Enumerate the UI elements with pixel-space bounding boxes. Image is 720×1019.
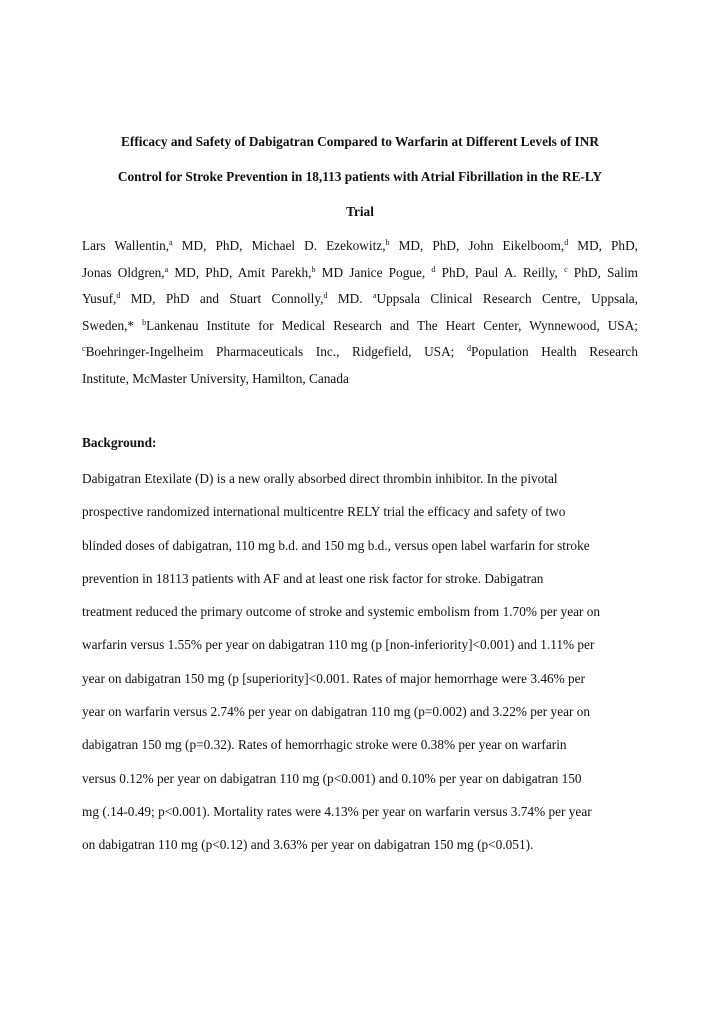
author-line-6: Institute, McMaster University, Hamilton, Canada xyxy=(82,370,349,386)
body-line: mg (.14-0.49; p<0.001). Mortality rates were 4.13% per year on warfarin versus 3.74% per year xyxy=(82,803,592,819)
title-line-3: Trial xyxy=(346,204,374,219)
author-line-1: Lars Wallentin,$^a$ MD, PhD, Michael D. Ezekowitz,$^b$ MD, PhD, John Eikelboom,$^d$ MD, PhD, xyxy=(82,238,638,253)
author-affiliations xyxy=(82,233,638,392)
title-line-2: Control for Stroke Prevention in 18,113 patients with Atrial Fibrillation in the RE-LY xyxy=(117,169,603,184)
section-heading: Background: xyxy=(82,435,157,450)
body-line: dabigatran 150 mg (p=0.32). Rates of hemorrhagic stroke were 0.38% per year on warfarin xyxy=(82,737,567,753)
body-line: versus 0.12% per year on dabigatran 110 mg (p<0.001) and 0.10% per year on dabigatran 150 xyxy=(82,770,582,786)
body-line: warfarin versus 1.55% per year on dabigatran 110 mg (p [non-inferiority]<0.001) and 1.11% per xyxy=(82,637,595,653)
body-paragraph xyxy=(82,462,642,862)
body-line: year on dabigatran 150 mg (p [superiority]<0.001. Rates of major hemorrhage were 3.46% per xyxy=(82,670,586,686)
body-line: on dabigatran 110 mg (p<0.12) and 3.63% per year on dabigatran 150 mg (p<0.051). xyxy=(82,837,534,853)
body-line: prospective randomized international multicentre RELY trial the efficacy and safety of two xyxy=(82,504,566,520)
author-line-2: Jonas Oldgren,$^a$ MD, PhD, Amit Parekh,$^b$ MD Janice Pogue, $^d$ PhD, Paul A. Reilly, $^c$ PhD, Salim xyxy=(82,264,638,280)
body-line: prevention in 18113 patients with AF and at least one risk factor for stroke. Dabigatran xyxy=(82,570,544,586)
body-line: Dabigatran Etexilate (D) is a new orally absorbed direct thrombin inhibitor. In the pivotal xyxy=(82,471,558,486)
author-line-4: Sweden,* $^b$Lankenau Institute for Medical Research and The Heart Center, Wynnewood, USA; xyxy=(82,317,638,333)
author-line-3: Yusuf,$^d$ MD, PhD and Stuart Connolly,$^d$ MD. $^a$Uppsala Clinical Research Centre, Uppsala, xyxy=(82,291,638,306)
author-line-5: $^c$Boehringer-Ingelheim Pharmaceuticals Inc., Ridgefield, USA; $^d$Population Health Research xyxy=(82,344,638,359)
paper-title xyxy=(82,124,638,229)
title-line-1: Efficacy and Safety of Dabigatran Compared to Warfarin at Different Levels of INR xyxy=(121,134,599,149)
body-line: blinded doses of dabigatran, 110 mg b.d. and 150 mg b.d., versus open label warfarin for stroke xyxy=(82,537,590,553)
body-line: year on warfarin versus 2.74% per year on dabigatran 110 mg (p=0.002) and 3.22% per year on xyxy=(82,704,591,720)
body-line: treatment reduced the primary outcome of stroke and systemic embolism from 1.70% per year on xyxy=(82,604,601,620)
